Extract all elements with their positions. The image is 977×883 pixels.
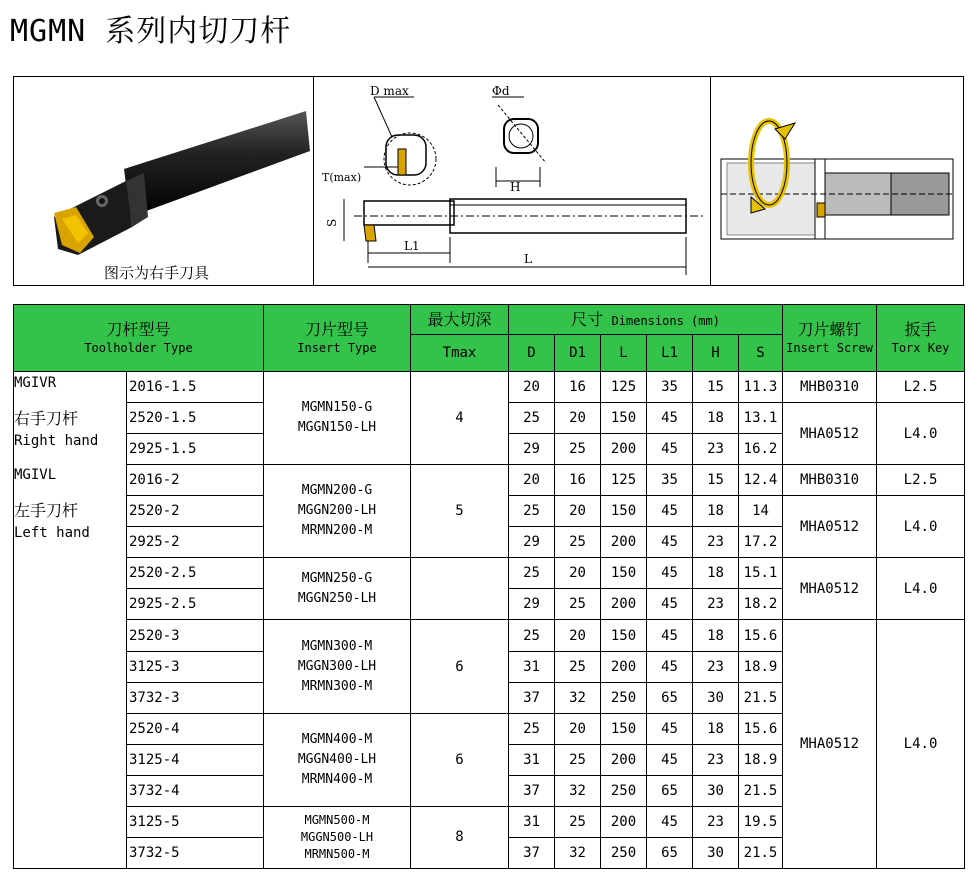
tmax-group-6: 8: [411, 806, 509, 868]
tool-photo: [14, 77, 314, 285]
cell-h: 18: [693, 558, 739, 589]
cell-s: 15.1: [739, 558, 783, 589]
cell-h: 15: [693, 465, 739, 496]
cell-s: 15.6: [739, 713, 783, 744]
cell-s: 21.5: [739, 837, 783, 868]
cell-d1: 16: [555, 465, 601, 496]
header-depth: 最大切深: [411, 305, 509, 335]
holder-size: 2016-1.5: [127, 372, 264, 403]
cell-d: 29: [509, 527, 555, 558]
cell-l1: 45: [647, 403, 693, 434]
cell-l: 250: [601, 837, 647, 868]
tmax-group-4: 6: [411, 620, 509, 713]
cell-l1: 45: [647, 806, 693, 837]
holder-size: 2925-2: [127, 527, 264, 558]
insert-group-5: MGMN400-M MGGN400-LH MRMN400-M: [264, 713, 411, 806]
hand-column: [14, 372, 127, 869]
left-hand-en: Left hand: [14, 525, 90, 542]
cell-s: 11.3: [739, 372, 783, 403]
tmax-label: T(max): [322, 171, 362, 184]
cell-d: 31: [509, 651, 555, 682]
cell-l1: 45: [647, 434, 693, 465]
holder-size: 2925-2.5: [127, 589, 264, 620]
key-3: L2.5: [877, 465, 965, 496]
cell-l1: 45: [647, 620, 693, 651]
cell-s: 17.2: [739, 527, 783, 558]
cell-l1: 45: [647, 713, 693, 744]
cell-d: 37: [509, 837, 555, 868]
cell-l1: 45: [647, 558, 693, 589]
cell-s: 12.4: [739, 465, 783, 496]
cell-s: 19.5: [739, 806, 783, 837]
page-title: MGMN 系列内切刀杆: [10, 14, 292, 49]
header-s: S: [739, 335, 783, 372]
screw-2: MHA0512: [783, 403, 877, 465]
key-1: L2.5: [877, 372, 965, 403]
mgivl-label: MGIVL: [14, 467, 57, 484]
cell-d1: 20: [555, 713, 601, 744]
dimension-drawing-svg: [314, 77, 710, 285]
cell-d1: 20: [555, 496, 601, 527]
holder-size: 3732-4: [127, 775, 264, 806]
cell-h: 30: [693, 775, 739, 806]
screw-1: MHB0310: [783, 372, 877, 403]
cell-d: 37: [509, 775, 555, 806]
l1-label: L1: [404, 239, 420, 253]
cell-l1: 35: [647, 372, 693, 403]
header-key: 扳手 Torx Key: [877, 305, 965, 372]
spec-table: [13, 304, 965, 869]
cell-d1: 25: [555, 589, 601, 620]
header-screw: 刀片螺钉 Insert Screw: [783, 305, 877, 372]
holder-size: 3125-3: [127, 651, 264, 682]
cell-l: 200: [601, 806, 647, 837]
header-h: H: [693, 335, 739, 372]
cell-d1: 25: [555, 434, 601, 465]
cell-s: 18.2: [739, 589, 783, 620]
cell-l: 200: [601, 744, 647, 775]
cell-s: 18.9: [739, 744, 783, 775]
cell-d: 25: [509, 496, 555, 527]
cell-l: 200: [601, 434, 647, 465]
phid-label: Φd: [492, 84, 510, 98]
cell-d: 31: [509, 744, 555, 775]
cell-l1: 35: [647, 465, 693, 496]
cell-h: 23: [693, 434, 739, 465]
screw-6: MHA0512: [783, 620, 877, 869]
cell-l: 150: [601, 558, 647, 589]
holder-size: 2016-2: [127, 465, 264, 496]
tmax-group-1: 4: [411, 372, 509, 465]
holder-size: 2520-1.5: [127, 403, 264, 434]
cell-d: 20: [509, 372, 555, 403]
cell-l: 200: [601, 589, 647, 620]
photo-caption: 图示为右手刀具: [104, 264, 210, 282]
insert-group-3: MGMN250-G MGGN250-LH: [264, 558, 411, 620]
right-hand-en: Right hand: [14, 433, 99, 450]
cell-l1: 65: [647, 837, 693, 868]
cell-s: 14: [739, 496, 783, 527]
table-row: [14, 465, 965, 496]
key-2: L4.0: [877, 403, 965, 465]
cell-s: 21.5: [739, 682, 783, 713]
cell-l: 200: [601, 651, 647, 682]
cell-l: 125: [601, 372, 647, 403]
table-row: [14, 372, 965, 403]
holder-size: 2520-3: [127, 620, 264, 651]
cell-d1: 20: [555, 620, 601, 651]
header-l: L: [601, 335, 647, 372]
cell-l1: 45: [647, 527, 693, 558]
screw-4: MHA0512: [783, 496, 877, 558]
dimension-drawing: [314, 77, 710, 285]
header-tmax: Tmax: [411, 335, 509, 372]
holder-size: 2925-1.5: [127, 434, 264, 465]
cell-h: 18: [693, 620, 739, 651]
cell-s: 13.1: [739, 403, 783, 434]
left-hand-zh: 左手刀杆: [14, 501, 79, 521]
insert-group-2: MGMN200-G MGGN200-LH MRMN200-M: [264, 465, 411, 558]
header-dimensions: 尺寸 Dimensions (mm): [509, 305, 783, 335]
cell-d1: 32: [555, 775, 601, 806]
cell-d: 25: [509, 713, 555, 744]
cell-d: 31: [509, 806, 555, 837]
illustration-strip: [13, 76, 964, 286]
header-d1: D1: [555, 335, 601, 372]
cell-l: 125: [601, 465, 647, 496]
cell-l: 150: [601, 713, 647, 744]
cell-s: 16.2: [739, 434, 783, 465]
mgivr-label: MGIVR: [14, 375, 57, 392]
cell-l1: 65: [647, 775, 693, 806]
holder-size: 3732-5: [127, 837, 264, 868]
cell-h: 18: [693, 403, 739, 434]
holder-size: 3125-4: [127, 744, 264, 775]
cell-h: 30: [693, 837, 739, 868]
cell-d: 20: [509, 465, 555, 496]
header-d: D: [509, 335, 555, 372]
cell-d: 25: [509, 558, 555, 589]
tmax-group-5: 6: [411, 713, 509, 806]
holder-size: 3125-5: [127, 806, 264, 837]
cell-d1: 32: [555, 837, 601, 868]
cell-d1: 20: [555, 558, 601, 589]
cell-h: 23: [693, 589, 739, 620]
dmax-label: D max: [370, 84, 410, 98]
cell-d1: 25: [555, 527, 601, 558]
cell-s: 18.9: [739, 651, 783, 682]
cell-d1: 25: [555, 744, 601, 775]
cell-l1: 45: [647, 496, 693, 527]
s-label: S: [325, 218, 340, 227]
cell-d1: 32: [555, 682, 601, 713]
cell-d: 25: [509, 620, 555, 651]
cell-h: 23: [693, 806, 739, 837]
holder-size: 2520-2: [127, 496, 264, 527]
holder-size: 2520-2.5: [127, 558, 264, 589]
tmax-group-2: 5: [411, 465, 509, 558]
cell-h: 23: [693, 651, 739, 682]
header-l1: L1: [647, 335, 693, 372]
cell-l1: 45: [647, 744, 693, 775]
cell-d: 29: [509, 434, 555, 465]
cell-d1: 16: [555, 372, 601, 403]
cell-s: 15.6: [739, 620, 783, 651]
cell-h: 18: [693, 713, 739, 744]
cell-l: 250: [601, 775, 647, 806]
key-5: L4.0: [877, 558, 965, 620]
cell-h: 15: [693, 372, 739, 403]
cell-l1: 65: [647, 682, 693, 713]
tmax-group-3: [411, 558, 509, 620]
insert-group-4: MGMN300-M MGGN300-LH MRMN300-M: [264, 620, 411, 713]
cell-d: 25: [509, 403, 555, 434]
table-row: [14, 620, 965, 651]
cell-d: 29: [509, 589, 555, 620]
holder-size: 3732-3: [127, 682, 264, 713]
cell-h: 18: [693, 496, 739, 527]
cell-l1: 45: [647, 589, 693, 620]
boring-bar-photo: [14, 77, 314, 285]
screw-3: MHB0310: [783, 465, 877, 496]
cell-s: 21.5: [739, 775, 783, 806]
cell-l: 150: [601, 403, 647, 434]
cell-l1: 45: [647, 651, 693, 682]
screw-5: MHA0512: [783, 558, 877, 620]
cell-d1: 20: [555, 403, 601, 434]
cell-l: 150: [601, 496, 647, 527]
cell-l: 150: [601, 620, 647, 651]
cell-h: 23: [693, 527, 739, 558]
right-hand-zh: 右手刀杆: [14, 409, 79, 429]
key-6: L4.0: [877, 620, 965, 869]
table-row: [14, 558, 965, 589]
key-4: L4.0: [877, 496, 965, 558]
insert-group-1: MGMN150-G MGGN150-LH: [264, 372, 411, 465]
l-label: L: [524, 252, 533, 266]
cell-d1: 25: [555, 806, 601, 837]
rotation-illustration: [711, 77, 963, 285]
header-holder: 刀杆型号 Toolholder Type: [14, 305, 264, 372]
cell-l: 200: [601, 527, 647, 558]
cell-h: 30: [693, 682, 739, 713]
insert-group-6: MGMN500-M MGGN500-LH MRMN500-M: [264, 806, 411, 868]
cell-h: 23: [693, 744, 739, 775]
cell-d1: 25: [555, 651, 601, 682]
cell-d: 37: [509, 682, 555, 713]
holder-size: 2520-4: [127, 713, 264, 744]
h-label: H: [510, 180, 521, 194]
rotation-svg: [711, 77, 963, 285]
cell-l: 250: [601, 682, 647, 713]
header-insert: 刀片型号 Insert Type: [264, 305, 411, 372]
